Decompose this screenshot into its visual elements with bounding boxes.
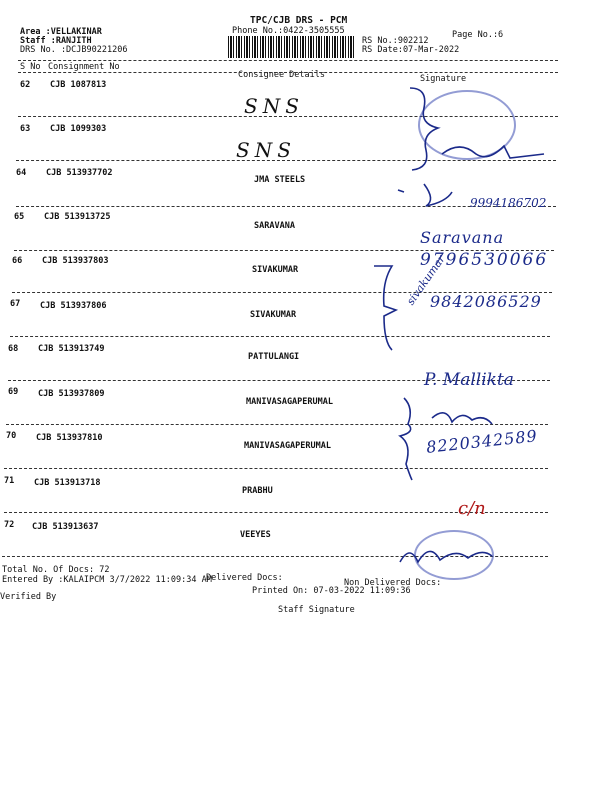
col-consignment-no: Consignment No: [48, 62, 120, 72]
row-consignment: CJB 513913749: [38, 344, 105, 354]
area-label: Area :VELLAKINAR: [20, 27, 102, 37]
handwritten-phone: 9842086529: [430, 292, 542, 311]
row-sno: 64: [16, 168, 27, 178]
row-consignment: CJB 513937809: [38, 389, 105, 399]
col-consignee-details: Consignee Details: [238, 70, 325, 80]
handwritten-name: Saravana: [420, 228, 505, 247]
signature-scribble: [396, 534, 506, 574]
bracket-mark: [370, 262, 410, 354]
row-consignment: CJB 1099303: [50, 124, 107, 134]
row-sno: 63: [20, 124, 31, 134]
row-consignment: CJB 1087813: [50, 80, 107, 90]
row-divider: [10, 336, 550, 337]
handwritten-phone: 9796530066: [420, 250, 549, 270]
row-consignee: SIVAKUMAR: [252, 265, 299, 275]
delivered-docs: Delivered Docs:: [206, 573, 283, 583]
row-consignee: JMA STEELS: [254, 175, 306, 185]
row-consignment: CJB 513937806: [40, 301, 107, 311]
row-sno: 66: [12, 256, 23, 266]
verified-by: Verified By: [0, 592, 57, 602]
phone-number: Phone No.:0422-3505555: [232, 26, 345, 36]
staff-signature-label: Staff Signature: [278, 605, 355, 615]
row-consignee: SIVAKUMAR: [250, 310, 297, 320]
handwritten-sns: SNS: [244, 94, 304, 118]
row-consignee: PRABHU: [242, 486, 273, 496]
row-sno: 68: [8, 344, 19, 354]
row-consignment: CJB 513913637: [32, 522, 99, 532]
document-title: TPC/CJB DRS - PCM: [250, 15, 348, 26]
signature-scribble: [380, 84, 560, 174]
row-consignee: MANIVASAGAPERUMAL: [246, 397, 333, 407]
col-signature: Signature: [420, 74, 467, 84]
row-consignment: CJB 513913725: [44, 212, 111, 222]
row-sno: 67: [10, 299, 21, 309]
divider: [18, 72, 558, 73]
row-consignee: PATTULANGI: [248, 352, 300, 362]
handwritten-sns: SNS: [236, 138, 296, 162]
handwritten-name: P. Mallikta: [424, 370, 514, 390]
row-sno: 70: [6, 431, 17, 441]
row-consignee: MANIVASAGAPERUMAL: [244, 441, 331, 451]
rs-date: RS Date:07-Mar-2022: [362, 45, 460, 55]
signature-scribble: [396, 180, 466, 210]
handwritten-signature: sivakumar: [404, 252, 448, 308]
handwritten-cn-mark: c/n: [458, 498, 486, 519]
row-consignment: CJB 513937810: [36, 433, 103, 443]
non-delivered-docs: Non Delivered Docs:: [344, 578, 442, 588]
col-s-no: S No: [20, 62, 41, 72]
printed-on: Printed On: 07-03-2022 11:09:36: [252, 586, 411, 596]
row-consignee: SARAVANA: [254, 221, 295, 231]
drs-number: DRS No. :DCJB90221206: [20, 45, 128, 55]
row-sno: 65: [14, 212, 25, 222]
row-consignee: VEEYES: [240, 530, 271, 540]
row-sno: 62: [20, 80, 31, 90]
rs-number: RS No.:902212: [362, 36, 429, 46]
row-consignment: CJB 513937702: [46, 168, 113, 178]
row-sno: 69: [8, 387, 19, 397]
entered-by: Entered By :KALAIPCM 3/7/2022 11:09:34 AM: [2, 575, 212, 585]
handwritten-phone: 8220342589: [425, 426, 539, 457]
row-sno: 72: [4, 520, 15, 530]
total-docs: Total No. Of Docs: 72: [2, 565, 110, 575]
row-sno: 71: [4, 476, 15, 486]
row-consignment: CJB 513937803: [42, 256, 109, 266]
divider: [18, 60, 558, 61]
staff-label: Staff :RANJITH: [20, 36, 92, 46]
page-number: Page No.:6: [452, 30, 504, 40]
handwritten-phone: 9994186702: [470, 196, 547, 210]
barcode-image: [228, 36, 356, 58]
row-consignment: CJB 513913718: [34, 478, 101, 488]
